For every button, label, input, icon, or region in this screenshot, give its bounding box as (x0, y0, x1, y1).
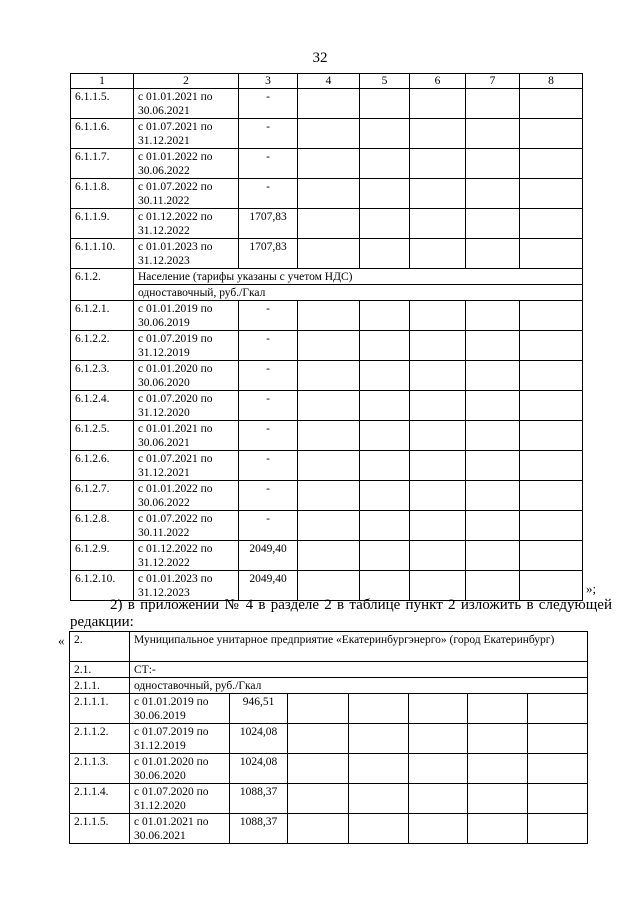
empty-cell (528, 784, 588, 814)
empty-cell (298, 541, 360, 571)
empty-cell (298, 89, 360, 119)
empty-cell (466, 209, 520, 239)
row-number-cell: 6.1.2.7. (71, 481, 134, 511)
column-header: 3 (239, 74, 298, 89)
tariff-value-cell: 2049,40 (239, 541, 298, 571)
table-row (71, 481, 583, 511)
tariff-value-cell: - (239, 89, 298, 119)
empty-cell (468, 694, 528, 724)
empty-cell (298, 511, 360, 541)
row-number-cell: 6.1.2.4. (71, 391, 134, 421)
column-header: 1 (71, 74, 134, 89)
period-cell: с 01.07.2019 по 31.12.2019 (130, 724, 230, 754)
empty-cell (288, 784, 349, 814)
column-header: 8 (520, 74, 583, 89)
period-cell: с 01.07.2019 по 31.12.2019 (134, 331, 239, 361)
row-number-cell: 2.1.1. (70, 678, 130, 694)
empty-cell (528, 694, 588, 724)
header-row (71, 74, 583, 89)
table-row (71, 89, 583, 119)
empty-cell (520, 179, 583, 209)
empty-cell (520, 481, 583, 511)
subsection-cell: одноставочный, руб./Гкал (130, 678, 588, 694)
column-header: 7 (466, 74, 520, 89)
empty-cell (360, 451, 410, 481)
empty-cell (520, 571, 583, 601)
empty-cell (298, 571, 360, 601)
row-number-cell: 6.1.2.9. (71, 541, 134, 571)
empty-cell (466, 89, 520, 119)
empty-cell (410, 451, 466, 481)
empty-cell (409, 694, 468, 724)
period-cell: с 01.01.2022 по 30.06.2022 (134, 481, 239, 511)
section-number-cell: 6.1.2. (71, 269, 134, 301)
row-number-cell: 2.1.1.4. (70, 784, 130, 814)
table-row (71, 179, 583, 209)
empty-cell (409, 814, 468, 844)
period-cell: с 01.07.2020 по 31.12.2020 (134, 391, 239, 421)
empty-cell (520, 541, 583, 571)
empty-cell (349, 814, 409, 844)
table-row (70, 784, 588, 814)
empty-cell (410, 239, 466, 269)
period-cell: с 01.01.2019 по 30.06.2019 (134, 301, 239, 331)
empty-cell (528, 754, 588, 784)
empty-cell (466, 421, 520, 451)
table-row (71, 149, 583, 179)
row-number-cell: 2.1.1.5. (70, 814, 130, 844)
row-number-cell: 6.1.1.5. (71, 89, 134, 119)
period-cell: с 01.07.2020 по 31.12.2020 (130, 784, 230, 814)
empty-cell (410, 301, 466, 331)
empty-cell (520, 209, 583, 239)
empty-cell (410, 119, 466, 149)
period-cell: с 01.01.2021 по 30.06.2021 (130, 814, 230, 844)
empty-cell (410, 179, 466, 209)
empty-cell (520, 239, 583, 269)
tariff-value-cell: - (239, 361, 298, 391)
empty-cell (360, 239, 410, 269)
table-row (70, 694, 588, 724)
empty-cell (410, 571, 466, 601)
tariff-value-cell: 1024,08 (230, 724, 288, 754)
empty-cell (410, 209, 466, 239)
empty-cell (288, 814, 349, 844)
empty-cell (298, 149, 360, 179)
empty-cell (466, 239, 520, 269)
empty-cell (520, 119, 583, 149)
empty-cell (298, 331, 360, 361)
row-number-cell: 6.1.2.5. (71, 421, 134, 451)
empty-cell (520, 451, 583, 481)
row-number-cell: 6.1.2.2. (71, 331, 134, 361)
table-row (71, 331, 583, 361)
empty-cell (520, 391, 583, 421)
empty-cell (468, 784, 528, 814)
table-row (71, 239, 583, 269)
tariff-value-cell: 1707,83 (239, 209, 298, 239)
empty-cell (409, 754, 468, 784)
empty-cell (466, 451, 520, 481)
table-row (71, 421, 583, 451)
tariff-value-cell: - (239, 511, 298, 541)
period-cell: с 01.01.2021 по 30.06.2021 (134, 421, 239, 451)
empty-cell (298, 481, 360, 511)
empty-cell (298, 361, 360, 391)
table-row (70, 814, 588, 844)
tariff-value-cell: 2049,40 (239, 571, 298, 601)
empty-cell (360, 391, 410, 421)
tariff-value-cell: 946,51 (230, 694, 288, 724)
empty-cell (520, 421, 583, 451)
empty-cell (298, 421, 360, 451)
empty-cell (468, 754, 528, 784)
empty-cell (360, 511, 410, 541)
row-number-cell: 6.1.2.10. (71, 571, 134, 601)
row-number-cell: 2.1.1.2. (70, 724, 130, 754)
ct-cell: СТ:- (130, 662, 588, 678)
empty-cell (466, 301, 520, 331)
empty-cell (520, 149, 583, 179)
opening-quote-mark: « (58, 633, 65, 648)
tariff-value-cell: - (239, 331, 298, 361)
column-header: 6 (410, 74, 466, 89)
table-row (71, 571, 583, 601)
empty-cell (349, 754, 409, 784)
subsection-row (70, 678, 588, 694)
empty-cell (466, 149, 520, 179)
empty-cell (360, 301, 410, 331)
tariff-value-cell: 1088,37 (230, 814, 288, 844)
period-cell: с 01.01.2022 по 30.06.2022 (134, 149, 239, 179)
empty-cell (410, 331, 466, 361)
row-number-cell: 6.1.1.8. (71, 179, 134, 209)
period-cell: с 01.01.2020 по 30.06.2020 (130, 754, 230, 784)
empty-cell (466, 361, 520, 391)
ct-row (70, 662, 588, 678)
tariff-value-cell: - (239, 391, 298, 421)
row-number-cell: 6.1.2.1. (71, 301, 134, 331)
period-cell: с 01.07.2021 по 31.12.2021 (134, 451, 239, 481)
row-number-cell: 6.1.2.3. (71, 361, 134, 391)
table-row (71, 361, 583, 391)
page-number: 32 (312, 50, 328, 66)
period-cell: с 01.01.2023 по 31.12.2023 (134, 571, 239, 601)
empty-cell (360, 421, 410, 451)
period-cell: с 01.01.2019 по 30.06.2019 (130, 694, 230, 724)
empty-cell (288, 754, 349, 784)
period-cell: с 01.01.2021 по 30.06.2021 (134, 89, 239, 119)
empty-cell (409, 784, 468, 814)
empty-cell (360, 89, 410, 119)
row-number-cell: 6.1.1.10. (71, 239, 134, 269)
empty-cell (466, 179, 520, 209)
organization-name-cell: Муниципальное унитарное предприятие «Екатеринбургэнерго» (город Екатеринбург) (130, 632, 588, 662)
empty-cell (298, 451, 360, 481)
empty-cell (360, 361, 410, 391)
tariff-value-cell: 1088,37 (230, 784, 288, 814)
empty-cell (520, 331, 583, 361)
tariff-value-cell: - (239, 179, 298, 209)
empty-cell (298, 239, 360, 269)
empty-cell (360, 571, 410, 601)
tariff-value-cell: - (239, 481, 298, 511)
empty-cell (410, 511, 466, 541)
table-row (70, 724, 588, 754)
empty-cell (466, 331, 520, 361)
empty-cell (409, 724, 468, 754)
empty-cell (349, 724, 409, 754)
empty-cell (298, 119, 360, 149)
empty-cell (298, 209, 360, 239)
empty-cell (360, 331, 410, 361)
tariff-value-cell: - (239, 421, 298, 451)
empty-cell (528, 814, 588, 844)
organization-row (70, 632, 588, 662)
empty-cell (466, 119, 520, 149)
closing-quote-mark: »; (586, 581, 597, 596)
tariff-value-cell: - (239, 119, 298, 149)
period-cell: с 01.01.2020 по 30.06.2020 (134, 361, 239, 391)
empty-cell (466, 541, 520, 571)
empty-cell (360, 541, 410, 571)
empty-cell (520, 361, 583, 391)
empty-cell (298, 301, 360, 331)
empty-cell (349, 694, 409, 724)
empty-cell (410, 89, 466, 119)
table-row (71, 451, 583, 481)
empty-cell (528, 724, 588, 754)
empty-cell (466, 481, 520, 511)
empty-cell (466, 391, 520, 421)
section-subtitle-row (71, 285, 583, 301)
period-cell: с 01.12.2022 по 31.12.2022 (134, 209, 239, 239)
amendment-paragraph: 2) в приложении № 4 в разделе 2 в таблице пункт 2 изложить в следующей редакции: (70, 597, 612, 630)
empty-cell (410, 421, 466, 451)
empty-cell (468, 724, 528, 754)
tariff-value-cell: - (239, 301, 298, 331)
table-row (71, 119, 583, 149)
empty-cell (466, 511, 520, 541)
row-number-cell: 6.1.2.8. (71, 511, 134, 541)
period-cell: с 01.07.2021 по 31.12.2021 (134, 119, 239, 149)
empty-cell (520, 301, 583, 331)
empty-cell (360, 179, 410, 209)
row-number-cell: 2.1.1.1. (70, 694, 130, 724)
empty-cell (349, 784, 409, 814)
empty-cell (360, 149, 410, 179)
row-number-cell: 6.1.1.7. (71, 149, 134, 179)
empty-cell (410, 149, 466, 179)
row-number-cell: 6.1.1.9. (71, 209, 134, 239)
row-number-cell: 2.1.1.3. (70, 754, 130, 784)
tariff-table-ekaterinburgenergo (69, 631, 588, 844)
empty-cell (520, 511, 583, 541)
empty-cell (410, 481, 466, 511)
empty-cell (288, 694, 349, 724)
empty-cell (360, 119, 410, 149)
empty-cell (288, 724, 349, 754)
period-cell: с 01.07.2022 по 30.11.2022 (134, 179, 239, 209)
empty-cell (410, 541, 466, 571)
column-header: 4 (298, 74, 360, 89)
period-cell: с 01.01.2023 по 31.12.2023 (134, 239, 239, 269)
table-row (71, 511, 583, 541)
table-row (71, 209, 583, 239)
row-number-cell: 2.1. (70, 662, 130, 678)
row-number-cell: 6.1.1.6. (71, 119, 134, 149)
tariff-value-cell: - (239, 451, 298, 481)
empty-cell (466, 571, 520, 601)
column-header: 2 (134, 74, 239, 89)
table-row (71, 541, 583, 571)
table-row (71, 391, 583, 421)
tariff-value-cell: - (239, 149, 298, 179)
row-number-cell: 2. (70, 632, 130, 662)
row-number-cell: 6.1.2.6. (71, 451, 134, 481)
tariff-value-cell: 1707,83 (239, 239, 298, 269)
table-row (70, 754, 588, 784)
table-row (71, 301, 583, 331)
empty-cell (468, 814, 528, 844)
empty-cell (410, 361, 466, 391)
period-cell: с 01.12.2022 по 31.12.2022 (134, 541, 239, 571)
tariff-value-cell: 1024,08 (230, 754, 288, 784)
empty-cell (298, 179, 360, 209)
empty-cell (298, 391, 360, 421)
period-cell: с 01.07.2022 по 30.11.2022 (134, 511, 239, 541)
empty-cell (520, 89, 583, 119)
empty-cell (410, 391, 466, 421)
section-subtitle-cell: одноставочный, руб./Гкал (134, 285, 583, 301)
empty-cell (360, 481, 410, 511)
tariff-table-population (70, 73, 583, 601)
empty-cell (360, 209, 410, 239)
section-title-cell: Население (тарифы указаны с учетом НДС) (134, 269, 583, 285)
section-row (71, 269, 583, 285)
column-header: 5 (360, 74, 410, 89)
